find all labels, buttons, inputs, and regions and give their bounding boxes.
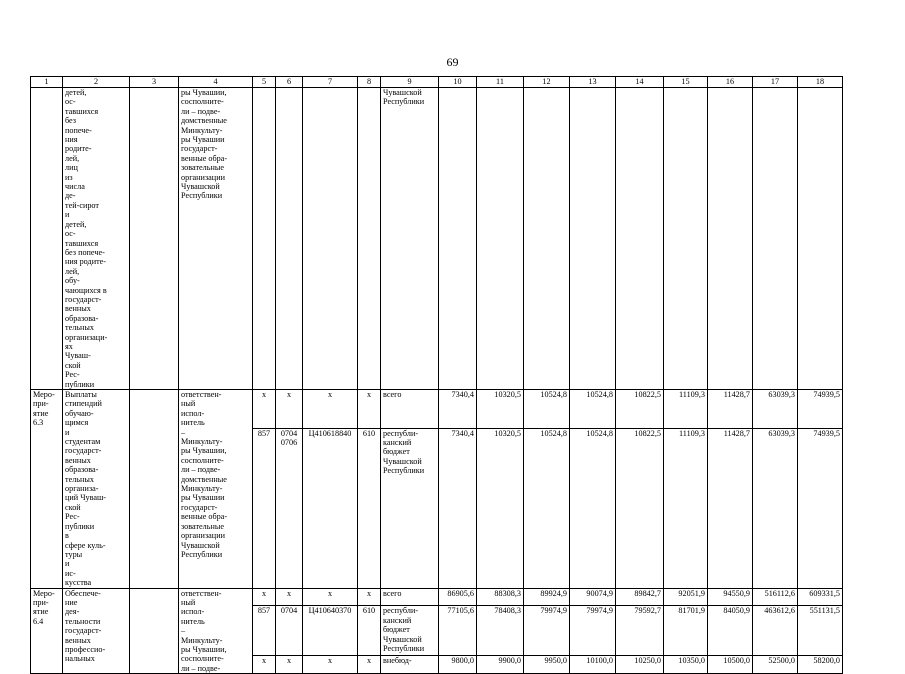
header-cell: 9 xyxy=(381,77,439,88)
code-cell: x xyxy=(276,656,303,674)
code-cell: 0704 xyxy=(276,606,303,656)
value-cell: 79974,9 xyxy=(524,606,570,656)
value-cell: 94550,9 xyxy=(708,588,753,606)
source-cell: внебюд- xyxy=(381,656,439,674)
code-cell: x xyxy=(303,390,358,429)
text-line: и xyxy=(65,427,70,437)
code-cell: x xyxy=(276,390,303,429)
value-cell: 52500,0 xyxy=(753,656,798,674)
code-cell: x xyxy=(253,656,276,674)
text-line: Чувашской xyxy=(181,182,220,192)
value-cell: 90074,9 xyxy=(570,588,616,606)
text-line: без попече- xyxy=(65,247,105,257)
text-line: венных xyxy=(65,635,91,645)
code-cell: x xyxy=(358,656,381,674)
text-line: ответствен- xyxy=(181,588,222,598)
activity-name-cell xyxy=(63,390,130,589)
value-cell: 10500,0 xyxy=(708,656,753,674)
code-cell: x xyxy=(303,588,358,606)
header-cell: 14 xyxy=(616,77,664,88)
text-line: Рес- xyxy=(65,512,80,522)
text-line: венные обра- xyxy=(181,153,228,163)
text-line: обучаю- xyxy=(65,408,94,418)
text-line: ры Чувашии, xyxy=(181,446,227,456)
value-cell: 63039,3 xyxy=(753,428,798,588)
executor-cell xyxy=(179,588,253,674)
text-line: Обеспече- xyxy=(65,588,101,598)
text-line: кусства xyxy=(65,578,92,588)
text-line: ос- xyxy=(65,97,76,107)
text-line: 0704 xyxy=(280,428,298,438)
text-line: нальных xyxy=(65,654,95,664)
value-cell: 11428,7 xyxy=(708,390,753,429)
text-line: лей, xyxy=(65,266,80,276)
activity-number-cell xyxy=(31,88,63,390)
code-cell: x xyxy=(253,390,276,429)
header-cell: 15 xyxy=(664,77,708,88)
source-cell xyxy=(381,428,439,588)
text-line: и xyxy=(65,210,70,220)
value-cell: 7340,4 xyxy=(439,390,477,429)
text-line: организации xyxy=(181,172,225,182)
text-line: ос- xyxy=(65,229,76,239)
code-cell: x xyxy=(276,588,303,606)
value-cell: 74939,5 xyxy=(798,428,843,588)
empty-cell xyxy=(253,88,276,390)
empty-cell xyxy=(130,88,179,390)
value-cell: 84050,9 xyxy=(708,606,753,656)
activity-name-cell xyxy=(63,88,130,390)
text-line: без xyxy=(65,116,77,126)
text-line: публики xyxy=(65,521,95,531)
text-line: образова- xyxy=(65,313,99,323)
text-line: студентам xyxy=(65,437,101,447)
value-cell: 609331,5 xyxy=(798,588,843,606)
text-line: бюджет xyxy=(383,447,410,457)
text-line: ответствен- xyxy=(181,390,222,399)
text-line: 6.4 xyxy=(33,616,44,626)
text-line: ры Чувашии, xyxy=(181,88,227,97)
code-cell: 610 xyxy=(358,606,381,656)
code-cell: x xyxy=(303,656,358,674)
value-cell: 9900,0 xyxy=(477,656,524,674)
header-cell: 18 xyxy=(798,77,843,88)
text-line: Республики xyxy=(383,466,425,476)
text-line: 6.3 xyxy=(33,418,44,428)
executor-cell xyxy=(179,88,253,390)
text-line: организаци- xyxy=(65,332,108,342)
header-cell: 10 xyxy=(439,77,477,88)
value-cell: 10524,8 xyxy=(524,428,570,588)
text-line: государст- xyxy=(181,502,218,512)
value-cell: 9950,0 xyxy=(524,656,570,674)
value-cell: 63039,3 xyxy=(753,390,798,429)
header-cell: 13 xyxy=(570,77,616,88)
text-line: в xyxy=(65,531,69,541)
header-cell: 8 xyxy=(358,77,381,88)
text-line: ятие xyxy=(33,408,49,418)
text-line: – xyxy=(181,626,186,636)
text-line: Республики xyxy=(181,549,223,559)
value-cell: 11109,3 xyxy=(664,428,708,588)
text-line: тавшихся xyxy=(65,106,99,116)
text-line: родите- xyxy=(65,144,92,154)
text-line: нитель xyxy=(181,418,205,428)
value-cell: 92051,9 xyxy=(664,588,708,606)
text-line: Чувашской xyxy=(383,634,422,644)
text-line: венных xyxy=(65,455,91,465)
value-cell: 74939,5 xyxy=(798,390,843,429)
activity-number-cell xyxy=(31,390,63,589)
text-line: ях xyxy=(65,341,73,351)
value-cell: 79592,7 xyxy=(616,606,664,656)
value-cell: 77105,6 xyxy=(439,606,477,656)
text-line: лиц xyxy=(65,163,78,173)
text-line: государст- xyxy=(65,446,102,456)
budget-table xyxy=(30,76,843,674)
header-cell: 4 xyxy=(179,77,253,88)
text-line: попече- xyxy=(65,125,92,135)
text-line: Чувашской xyxy=(181,540,220,550)
text-line: венных xyxy=(65,304,91,314)
value-cell: 10524,8 xyxy=(570,390,616,429)
code-cell: Ц410640370 xyxy=(303,606,358,656)
header-cell: 6 xyxy=(276,77,303,88)
empty-cell xyxy=(358,88,381,390)
text-line: организации xyxy=(181,531,225,541)
text-line: образова- xyxy=(65,465,99,475)
text-line: государст- xyxy=(65,294,102,304)
value-cell: 463612,6 xyxy=(753,606,798,656)
executor-cell xyxy=(179,390,253,589)
text-line: ятие xyxy=(33,607,49,617)
text-line: Минкульту- xyxy=(181,437,223,447)
text-line: ры Чувашии, xyxy=(181,644,227,654)
text-line: тельных xyxy=(65,474,95,484)
header-cell: 5 xyxy=(253,77,276,88)
text-line: Республики xyxy=(383,643,425,653)
text-line: чающихся в xyxy=(65,285,107,295)
value-cell: 551131,5 xyxy=(798,606,843,656)
text-line: испол- xyxy=(181,607,205,617)
value-cell: 10350,0 xyxy=(664,656,708,674)
text-line: канский xyxy=(383,437,412,447)
text-line: 0706 xyxy=(280,437,298,447)
text-line: – xyxy=(181,427,186,437)
empty-cell xyxy=(130,588,179,674)
table-row xyxy=(31,588,843,606)
text-line: из xyxy=(65,172,73,182)
header-cell: 16 xyxy=(708,77,753,88)
text-line: профессио- xyxy=(65,644,106,654)
code-cell: 857 xyxy=(253,428,276,588)
text-line: Минкульту- xyxy=(181,484,223,494)
value-cell: 10822,5 xyxy=(616,390,664,429)
header-cell: 17 xyxy=(753,77,798,88)
text-line: канский xyxy=(383,615,412,625)
text-line: домственные xyxy=(181,474,227,484)
value-cell: 89924,9 xyxy=(524,588,570,606)
code-cell: 610 xyxy=(358,428,381,588)
text-line: Чувашской xyxy=(383,456,422,466)
text-line: домственные xyxy=(181,116,227,126)
text-line: тельных xyxy=(65,323,95,333)
header-cell: 2 xyxy=(63,77,130,88)
source-cell xyxy=(381,606,439,656)
value-cell: 88308,3 xyxy=(477,588,524,606)
text-line: тавшихся xyxy=(65,238,99,248)
text-line: ли – подве- xyxy=(181,106,221,116)
text-line: тей-сирот xyxy=(65,200,99,210)
code-cell: x xyxy=(358,390,381,429)
value-cell: 81701,9 xyxy=(664,606,708,656)
text-line: при- xyxy=(33,597,49,607)
code-cell: 857 xyxy=(253,606,276,656)
text-line: Республики xyxy=(181,191,223,201)
value-cell: 7340,4 xyxy=(439,428,477,588)
code-cell: x xyxy=(253,588,276,606)
text-line: нитель xyxy=(181,616,205,626)
value-cell: 78408,3 xyxy=(477,606,524,656)
text-line: ис- xyxy=(65,568,76,578)
text-line: сосполните- xyxy=(181,654,224,664)
header-cell: 7 xyxy=(303,77,358,88)
header-cell: 12 xyxy=(524,77,570,88)
empty-cell xyxy=(303,88,358,390)
text-line: обу- xyxy=(65,276,80,286)
code-cell xyxy=(276,428,303,588)
text-line: ской xyxy=(65,502,81,512)
text-line: Рес- xyxy=(65,370,80,380)
text-line: ный xyxy=(181,597,196,607)
header-cell: 3 xyxy=(130,77,179,88)
text-line: Чуваш- xyxy=(65,351,91,361)
page-number: 69 xyxy=(446,55,459,69)
text-line: республи- xyxy=(383,606,419,616)
text-line: ской xyxy=(65,360,81,370)
text-line: зовательные xyxy=(181,163,225,173)
text-line: бюджет xyxy=(383,625,410,635)
text-line: Минкульту- xyxy=(181,635,223,645)
text-line: ния родите- xyxy=(65,257,107,267)
empty-cell xyxy=(130,390,179,589)
value-cell: 10100,0 xyxy=(570,656,616,674)
text-line: дея- xyxy=(65,607,80,617)
value-cell: 58200,0 xyxy=(798,656,843,674)
empty-cell xyxy=(276,88,303,390)
text-line: Минкульту- xyxy=(181,125,223,135)
text-line: венные обра- xyxy=(181,512,228,522)
text-line: туры xyxy=(65,549,83,559)
text-line: числа xyxy=(65,182,85,192)
value-cell: 89842,7 xyxy=(616,588,664,606)
source-cell: всего xyxy=(381,390,439,429)
text-line: ния xyxy=(65,135,78,145)
header-cell: 11 xyxy=(477,77,524,88)
text-line: лей, xyxy=(65,153,80,163)
text-line: детей, xyxy=(65,219,87,229)
value-cell: 9800,0 xyxy=(439,656,477,674)
text-line: публики xyxy=(65,379,95,389)
text-line: Меро- xyxy=(33,588,55,598)
value-cell: 10524,8 xyxy=(570,428,616,588)
text-line: зовательные xyxy=(181,521,225,531)
value-cell: 10822,5 xyxy=(616,428,664,588)
text-line: Чувашской xyxy=(383,88,422,97)
value-cell: 86905,6 xyxy=(439,588,477,606)
text-line: Республики xyxy=(383,97,425,107)
text-line: организа- xyxy=(65,484,99,494)
text-line: ций Чуваш- xyxy=(65,493,107,503)
value-cell: 10524,8 xyxy=(524,390,570,429)
value-cell: 10250,0 xyxy=(616,656,664,674)
value-cell: 11428,7 xyxy=(708,428,753,588)
text-line: ры Чувашии xyxy=(181,135,225,145)
text-line: и xyxy=(65,559,70,569)
header-row xyxy=(31,77,843,88)
activity-name-cell xyxy=(63,588,130,674)
text-line: стипендий xyxy=(65,399,102,409)
text-line: де- xyxy=(65,191,76,201)
code-cell: Ц410618840 xyxy=(303,428,358,588)
activity-number-cell xyxy=(31,588,63,674)
text-line: ли – подве- xyxy=(181,465,221,475)
table-row xyxy=(31,390,843,429)
text-line: при- xyxy=(33,399,49,409)
code-cell: x xyxy=(358,588,381,606)
text-line: ный xyxy=(181,399,196,409)
text-line: детей, xyxy=(65,88,87,97)
text-line: ние xyxy=(65,597,78,607)
text-line: государст- xyxy=(181,144,218,154)
value-cell: 11109,3 xyxy=(664,390,708,429)
text-line: государст- xyxy=(65,626,102,636)
source-cell: всего xyxy=(381,588,439,606)
text-line: ры Чувашии xyxy=(181,493,225,503)
text-line: Выплаты xyxy=(65,390,97,399)
text-line: тельности xyxy=(65,616,101,626)
source-cell xyxy=(381,88,439,390)
text-line: Меро- xyxy=(33,390,55,399)
text-line: щимся xyxy=(65,418,89,428)
value-cell: 10320,5 xyxy=(477,428,524,588)
text-line: сфере куль- xyxy=(65,540,106,550)
value-cell: 10320,5 xyxy=(477,390,524,429)
header-cell: 1 xyxy=(31,77,63,88)
text-line: испол- xyxy=(181,408,205,418)
text-line: сосполните- xyxy=(181,97,224,107)
table-row xyxy=(31,88,843,390)
text-line: республи- xyxy=(383,428,419,438)
text-line: ли – подве- xyxy=(181,663,221,673)
value-cell: 79974,9 xyxy=(570,606,616,656)
value-cell: 516112,6 xyxy=(753,588,798,606)
text-line: сосполните- xyxy=(181,455,224,465)
